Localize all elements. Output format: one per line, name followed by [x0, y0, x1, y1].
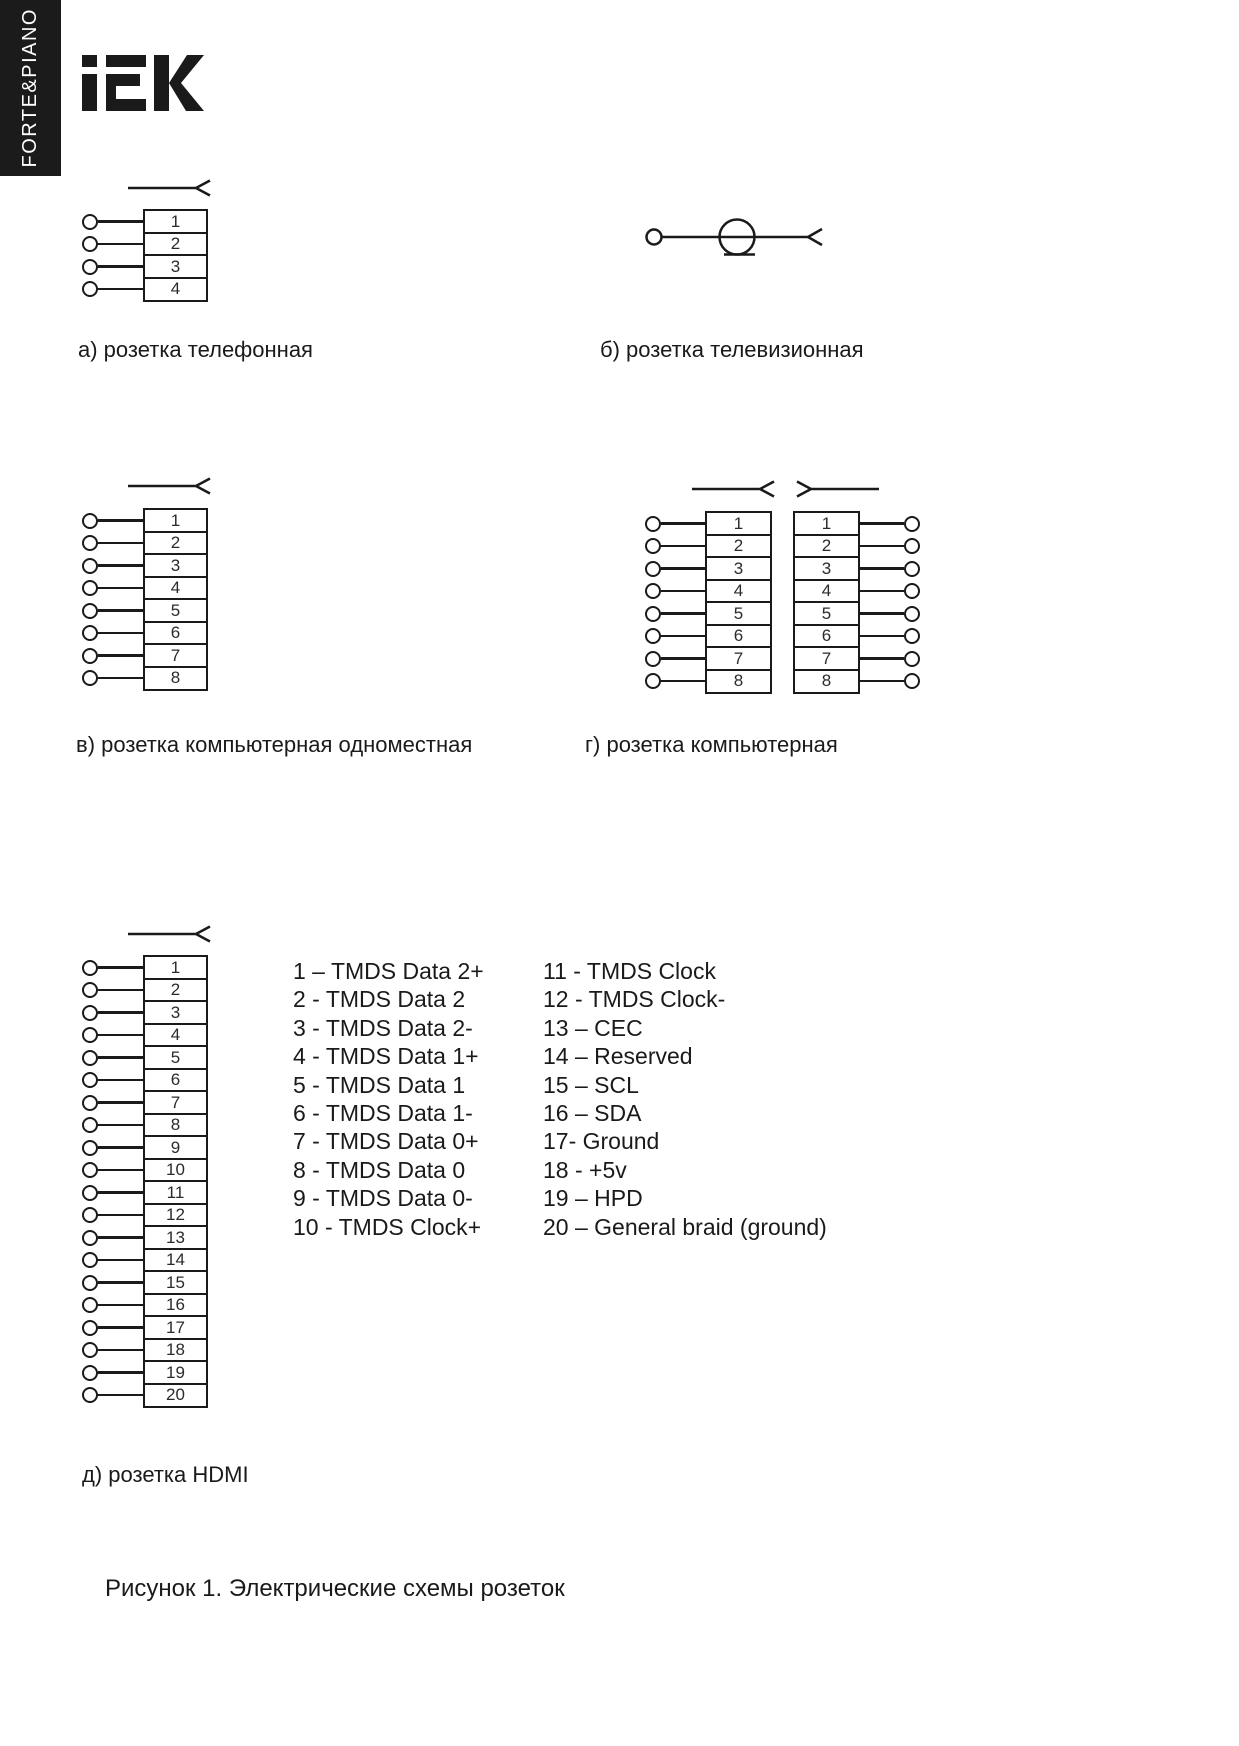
pin-terminal-icon [645, 628, 661, 644]
pin-cell [143, 955, 208, 980]
pin-wire [661, 590, 705, 593]
pin-number: 2 [821, 536, 832, 555]
pin-row [82, 1113, 208, 1138]
pin-cell [143, 1135, 208, 1160]
hdmi-pin-label: 9 - TMDS Data 0- [293, 1185, 473, 1212]
pin-wire [98, 1101, 143, 1104]
pin-number: 6 [733, 626, 744, 645]
pin-terminal-icon [645, 561, 661, 577]
pin-wire [98, 1124, 143, 1127]
pin-number: 1 [170, 510, 181, 530]
hdmi-pin-label: 18 - +5v [543, 1156, 627, 1183]
pin-terminal-icon [904, 651, 920, 667]
pin-terminal-icon [82, 214, 98, 230]
pin-wire [98, 1259, 143, 1262]
pin-cell [793, 601, 860, 626]
antenna-arrow-icon [128, 924, 212, 944]
pin-row [82, 1360, 208, 1385]
pin-wire [98, 519, 143, 522]
pin-number: 10 [166, 1160, 185, 1179]
brand-sidebar [0, 0, 61, 176]
pin-number: 5 [170, 600, 181, 620]
antenna-arrow-icon [692, 479, 776, 499]
pin-wire [860, 680, 904, 683]
pin-cell [705, 579, 772, 604]
pin-number: 7 [170, 645, 181, 665]
pin-row [82, 955, 208, 980]
pin-terminal-icon [82, 1095, 98, 1111]
pin-cell [793, 669, 860, 694]
pin-number: 5 [733, 603, 744, 623]
pin-row [82, 553, 208, 578]
pin-number: 12 [166, 1205, 185, 1224]
antenna-arrow-icon [128, 476, 212, 496]
pin-number: 16 [166, 1295, 185, 1314]
pin-cell [143, 531, 208, 556]
pin-terminal-icon [82, 558, 98, 574]
hdmi-pin-label: 2 - TMDS Data 2 [293, 986, 466, 1013]
pin-row [82, 508, 208, 533]
pin-wire [98, 677, 143, 680]
pin-terminal-icon [82, 535, 98, 551]
pin-wire [661, 657, 705, 660]
hdmi-socket-diagram [82, 955, 208, 1408]
pin-cell [143, 1068, 208, 1093]
pin-cell [793, 511, 860, 536]
pin-number: 1 [733, 513, 744, 533]
caption-telephone-socket: а) розетка телефонная [78, 337, 313, 362]
pin-cell [143, 598, 208, 623]
pin-number: 4 [733, 581, 744, 600]
pin-row [82, 1203, 208, 1228]
pin-number: 8 [170, 1115, 181, 1134]
pin-cell [143, 1203, 208, 1228]
caption-computer-socket-double: г) розетка компьютерная [585, 732, 838, 757]
pin-wire [98, 587, 143, 590]
hdmi-pin-label: 8 - TMDS Data 0 [293, 1156, 466, 1183]
pin-wire [661, 680, 705, 683]
pin-number: 5 [821, 603, 832, 623]
pin-cell [143, 209, 208, 234]
pin-terminal-icon [82, 1365, 98, 1381]
pin-number: 8 [821, 671, 832, 690]
pin-row [82, 598, 208, 623]
pin-number: 6 [821, 626, 832, 645]
hdmi-pin-label: 10 - TMDS Clock+ [293, 1213, 482, 1240]
pin-terminal-icon [82, 1207, 98, 1223]
pin-terminal-icon [82, 1387, 98, 1403]
pin-cell [143, 1023, 208, 1048]
pin-row [82, 1045, 208, 1070]
pin-number: 2 [733, 536, 744, 555]
pin-cell [793, 624, 860, 649]
pin-cell [705, 511, 772, 536]
pin-number: 1 [821, 513, 832, 533]
pin-number: 8 [733, 671, 744, 690]
pin-wire [98, 564, 143, 567]
pin-row [82, 1225, 208, 1250]
hdmi-pin-label: 19 – HPD [543, 1185, 643, 1212]
pin-wire [98, 220, 143, 223]
computer-socket-double-right-diagram [793, 511, 920, 694]
pin-terminal-icon [645, 651, 661, 667]
hdmi-pin-label: 14 – Reserved [543, 1043, 693, 1070]
pin-terminal-icon [645, 516, 661, 532]
pin-row [82, 643, 208, 668]
pin-wire [860, 612, 904, 615]
tv-socket-symbol-icon [645, 212, 840, 262]
pin-cell [143, 232, 208, 257]
pin-number: 4 [170, 578, 181, 597]
pin-number: 4 [170, 279, 181, 298]
pin-wire [661, 545, 705, 548]
pin-terminal-icon [82, 1140, 98, 1156]
hdmi-pin-labels-column-2 [543, 957, 827, 1241]
pin-wire [661, 635, 705, 638]
pin-number: 3 [170, 555, 181, 575]
pin-row [82, 254, 208, 279]
pin-row [82, 531, 208, 556]
hdmi-pin-label: 15 – SCL [543, 1071, 639, 1098]
antenna-arrow-icon [128, 178, 212, 198]
pin-wire [98, 288, 143, 291]
pin-row [82, 1248, 208, 1273]
pin-terminal-icon [82, 1027, 98, 1043]
pin-terminal-icon [904, 561, 920, 577]
pin-wire [860, 635, 904, 638]
pin-terminal-icon [904, 516, 920, 532]
pin-terminal-icon [82, 259, 98, 275]
pin-cell [143, 1045, 208, 1070]
pin-number: 14 [166, 1250, 185, 1269]
pin-terminal-icon [82, 1320, 98, 1336]
pin-terminal-icon [645, 673, 661, 689]
caption-tv-socket: б) розетка телевизионная [600, 337, 864, 362]
pin-number: 2 [170, 234, 181, 253]
pin-number: 3 [170, 1002, 181, 1022]
pin-wire [98, 1394, 143, 1397]
pin-number: 2 [170, 533, 181, 552]
pin-cell [143, 621, 208, 646]
pin-row [645, 579, 772, 604]
caption-hdmi-socket: д) розетка HDMI [82, 1462, 249, 1487]
pin-wire [98, 632, 143, 635]
pin-row [645, 534, 772, 559]
pin-wire [98, 1236, 143, 1239]
pin-cell [705, 669, 772, 694]
pin-terminal-icon [82, 1185, 98, 1201]
pin-number: 1 [170, 957, 181, 977]
pin-wire [98, 654, 143, 657]
pin-cell [143, 1225, 208, 1250]
figure-caption: Рисунок 1. Электрические схемы розеток [105, 1575, 565, 1602]
pin-cell [705, 534, 772, 559]
pin-terminal-icon [645, 606, 661, 622]
pin-terminal-icon [82, 513, 98, 529]
computer-socket-double-left-diagram [645, 511, 772, 694]
pin-cell [143, 576, 208, 601]
pin-number: 3 [170, 256, 181, 276]
pin-cell [793, 579, 860, 604]
pin-row [82, 621, 208, 646]
pin-wire [98, 1056, 143, 1059]
pin-cell [705, 601, 772, 626]
pin-row [793, 579, 920, 604]
pin-number: 20 [166, 1385, 185, 1404]
pin-terminal-icon [645, 538, 661, 554]
antenna-arrow-mirrored-icon [795, 479, 879, 499]
pin-wire [98, 1034, 143, 1037]
pin-cell [143, 1315, 208, 1340]
hdmi-pin-label: 17- Ground [543, 1128, 660, 1155]
pin-cell [143, 1270, 208, 1295]
pin-row [793, 669, 920, 694]
pin-cell [143, 1000, 208, 1025]
pin-row [645, 646, 772, 671]
pin-number: 7 [821, 648, 832, 668]
pin-cell [143, 1293, 208, 1318]
pin-row [82, 1068, 208, 1093]
pin-row [82, 1158, 208, 1183]
pin-cell [143, 643, 208, 668]
pin-wire [98, 243, 143, 246]
pin-terminal-icon [82, 1050, 98, 1066]
pin-terminal-icon [904, 628, 920, 644]
pin-number: 13 [166, 1227, 185, 1247]
pin-cell [143, 1158, 208, 1183]
pin-wire [98, 542, 143, 545]
hdmi-pin-label: 3 - TMDS Data 2- [293, 1014, 473, 1041]
pin-terminal-icon [904, 606, 920, 622]
pin-wire [661, 567, 705, 570]
pin-terminal-icon [82, 960, 98, 976]
pin-cell [143, 1248, 208, 1273]
pin-wire [860, 657, 904, 660]
pin-cell [143, 508, 208, 533]
pin-number: 4 [170, 1025, 181, 1044]
pin-wire [860, 590, 904, 593]
pin-terminal-icon [904, 538, 920, 554]
hdmi-pin-label: 4 - TMDS Data 1+ [293, 1043, 479, 1070]
pin-wire [98, 1146, 143, 1149]
computer-socket-single-diagram [82, 508, 208, 691]
pin-row [82, 1135, 208, 1160]
pin-terminal-icon [82, 1275, 98, 1291]
pin-wire [98, 1371, 143, 1374]
pin-terminal-icon [645, 583, 661, 599]
pin-terminal-icon [82, 281, 98, 297]
pin-terminal-icon [82, 580, 98, 596]
hdmi-pin-labels-column-1 [293, 957, 484, 1241]
pin-wire [98, 1214, 143, 1217]
pin-row [82, 232, 208, 257]
pin-wire [98, 966, 143, 969]
pin-number: 1 [170, 211, 181, 231]
hdmi-pin-label: 16 – SDA [543, 1100, 642, 1127]
pin-row [645, 624, 772, 649]
hdmi-pin-label: 13 – CEC [543, 1014, 643, 1041]
pin-terminal-icon [82, 1252, 98, 1268]
pin-row [82, 1270, 208, 1295]
pin-terminal-icon [82, 236, 98, 252]
hdmi-pin-label: 12 - TMDS Clock- [543, 986, 726, 1013]
pin-number: 17 [166, 1317, 185, 1337]
pin-row [793, 624, 920, 649]
pin-wire [98, 1079, 143, 1082]
pin-row [82, 1315, 208, 1340]
telephone-socket-diagram [82, 209, 208, 302]
pin-row [82, 277, 208, 302]
hdmi-pin-label: 1 – TMDS Data 2+ [293, 958, 484, 984]
pin-row [82, 1023, 208, 1048]
pin-wire [98, 1304, 143, 1307]
pin-row [645, 601, 772, 626]
pin-wire [860, 567, 904, 570]
pin-row [793, 556, 920, 581]
pin-cell [705, 646, 772, 671]
pin-row [82, 1383, 208, 1408]
pin-terminal-icon [82, 1072, 98, 1088]
hdmi-pin-label: 6 - TMDS Data 1- [293, 1100, 473, 1127]
pin-row [82, 576, 208, 601]
pin-row [645, 556, 772, 581]
pin-cell [793, 534, 860, 559]
pin-cell [143, 1113, 208, 1138]
pin-cell [793, 556, 860, 581]
pin-wire [98, 1326, 143, 1329]
hdmi-pin-label: 7 - TMDS Data 0+ [293, 1128, 479, 1155]
pin-number: 6 [170, 623, 181, 642]
pin-cell [143, 553, 208, 578]
pin-cell [143, 1090, 208, 1115]
pin-number: 5 [170, 1047, 181, 1067]
pin-wire [661, 522, 705, 525]
pin-wire [98, 989, 143, 992]
pin-row [645, 669, 772, 694]
pin-number: 6 [170, 1070, 181, 1089]
pin-row [82, 1338, 208, 1363]
pin-terminal-icon [82, 625, 98, 641]
pin-row [793, 646, 920, 671]
pin-row [793, 534, 920, 559]
pin-number: 15 [166, 1272, 185, 1292]
pin-row [82, 1090, 208, 1115]
pin-wire [98, 265, 143, 268]
pin-wire [98, 609, 143, 612]
pin-cell [143, 1180, 208, 1205]
pin-cell [143, 277, 208, 302]
pin-cell [143, 1383, 208, 1408]
pin-row [82, 1180, 208, 1205]
pin-number: 11 [166, 1182, 185, 1202]
pin-cell [143, 254, 208, 279]
iek-logo-icon [82, 55, 204, 111]
pin-number: 3 [733, 558, 744, 578]
pin-terminal-icon [82, 1005, 98, 1021]
pin-wire [98, 1349, 143, 1352]
series-label: FORTE&PIANO [19, 8, 41, 168]
pin-cell [705, 556, 772, 581]
pin-wire [860, 522, 904, 525]
pin-terminal-icon [82, 1342, 98, 1358]
hdmi-pin-label: 20 – General braid (ground) [543, 1213, 827, 1240]
pin-number: 2 [170, 980, 181, 999]
pin-terminal-icon [82, 1117, 98, 1133]
pin-cell [143, 666, 208, 691]
pin-row [82, 666, 208, 691]
pin-terminal-icon [904, 583, 920, 599]
caption-computer-socket-single: в) розетка компьютерная одноместная [76, 732, 473, 757]
pin-number: 3 [821, 558, 832, 578]
pin-number: 4 [821, 581, 832, 600]
pin-terminal-icon [82, 603, 98, 619]
pin-cell [143, 1360, 208, 1385]
pin-wire [98, 1281, 143, 1284]
pin-cell [143, 978, 208, 1003]
pin-terminal-icon [82, 1297, 98, 1313]
pin-terminal-icon [904, 673, 920, 689]
pin-terminal-icon [82, 670, 98, 686]
pin-number: 7 [733, 648, 744, 668]
pin-cell [705, 624, 772, 649]
pin-row [645, 511, 772, 536]
pin-number: 18 [166, 1340, 185, 1359]
pin-number: 7 [170, 1092, 181, 1112]
pin-cell [143, 1338, 208, 1363]
pin-row [82, 209, 208, 234]
pin-row [82, 978, 208, 1003]
pin-number: 19 [166, 1362, 185, 1382]
pin-wire [98, 1011, 143, 1014]
hdmi-pin-label: 11 - TMDS Clock [543, 958, 716, 984]
pin-terminal-icon [82, 1162, 98, 1178]
pin-wire [661, 612, 705, 615]
hdmi-pin-label: 5 - TMDS Data 1 [293, 1071, 466, 1098]
pin-wire [98, 1169, 143, 1172]
pin-row [793, 511, 920, 536]
pin-wire [98, 1191, 143, 1194]
pin-number: 9 [170, 1137, 181, 1157]
pin-row [793, 601, 920, 626]
pin-cell [793, 646, 860, 671]
pin-row [82, 1293, 208, 1318]
pin-terminal-icon [82, 982, 98, 998]
pin-number: 8 [170, 668, 181, 687]
pin-terminal-icon [82, 1230, 98, 1246]
pin-terminal-icon [82, 648, 98, 664]
pin-wire [860, 545, 904, 548]
pin-row [82, 1000, 208, 1025]
